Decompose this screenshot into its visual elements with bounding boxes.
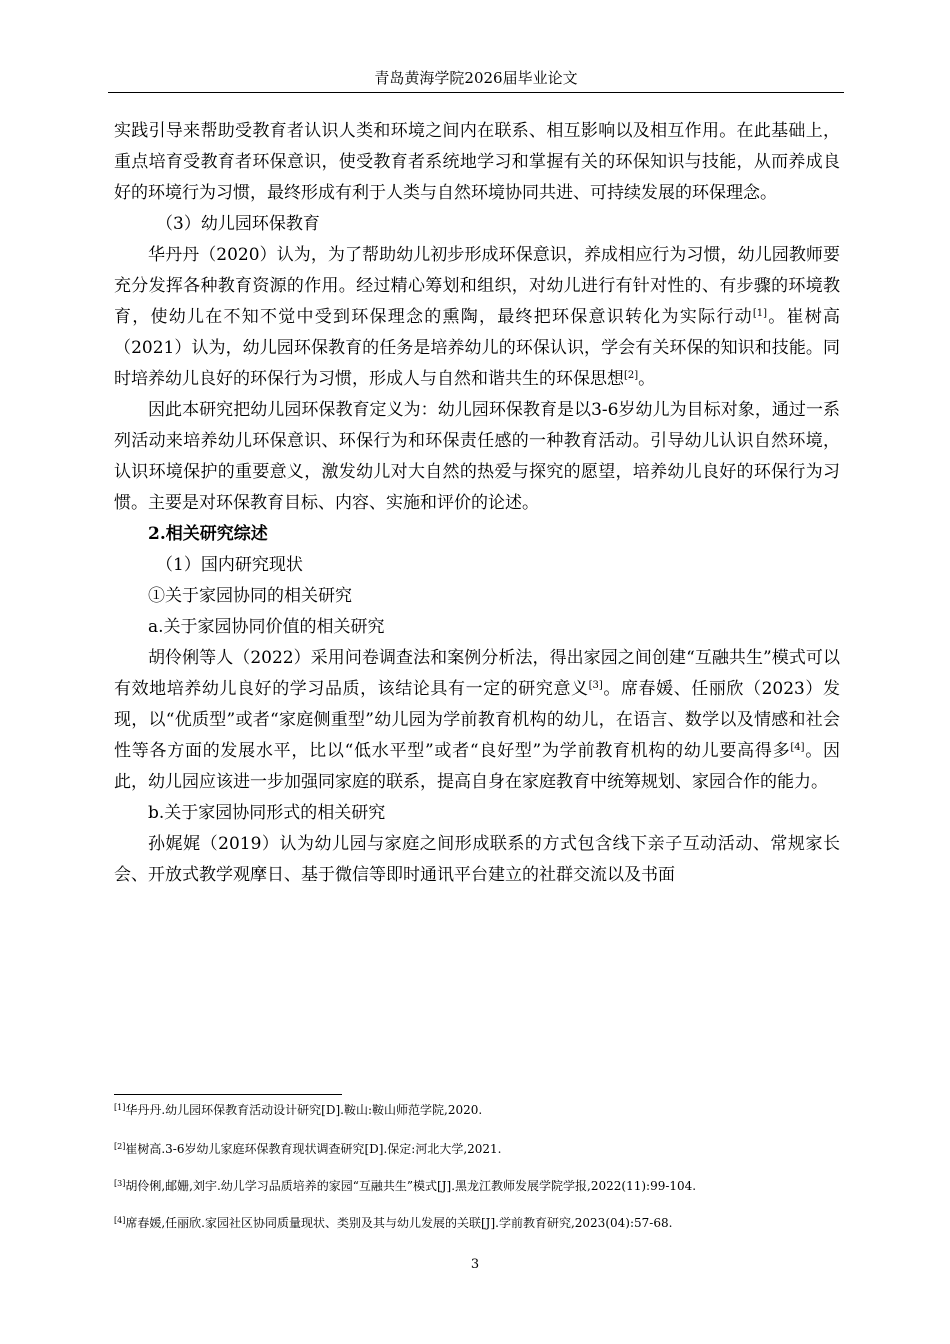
paragraph-study-definition: 因此本研究把幼儿园环保教育定义为：幼儿园环保教育是以3-6岁幼儿为目标对象，通过一系列活动来培养幼儿环保意识、环保行为和环保责任感的一种教育活动。引导幼儿认识自然环境，认识环境保护的重要意义，激发幼儿对大自然的热爱与探究的愿望，培养幼儿良好的环保行为习惯。主要是对环保教育目标、内容、实施和评价的论述。 xyxy=(114,400,840,513)
footnote xyxy=(114,1215,844,1231)
footnote-marker: [3] xyxy=(114,1179,126,1188)
paragraph-continued: 实践引导来帮助受教育者认识人类和环境之间内在联系、相互影响以及相互作用。在此基础上，重点培育受教育者环保意识，使受教育者系统地学习和掌握有关的环保知识与技能，从而养成良好的环境行为习惯，最终形成有利于人类与自然环境协同共进、可持续发展的环保理念。 xyxy=(114,121,840,203)
footnote-marker: [1] xyxy=(114,1103,126,1112)
footnote xyxy=(114,1102,844,1118)
paragraph-text: 。席春媛、任丽欣（2023）发现，以“优质型”或者“家庭侧重型”幼儿园为学前教育机构的幼儿，在语言、数学以及情感和社会性等各方面的发展水平，比以“低水平型”或者“良好型”为学前教育机构的幼儿要高得多 xyxy=(114,679,841,761)
footnote-text: 胡伶俐,邮姗,刘宇.幼儿学习品质培养的家园“互融共生”模式[J].黑龙江教师发展学院学报,2022(11):99-104. xyxy=(125,1179,697,1193)
footnote-text: 崔树高.3-6岁幼儿家庭环保教育现状调查研究[D].保定:河北大学,2021. xyxy=(125,1142,502,1156)
page-number: 3 xyxy=(470,1257,480,1272)
paragraph-definitions xyxy=(114,240,840,395)
footnote-text: 华丹丹.幼儿园环保教育活动设计研究[D].鞍山:鞍山师范学院,2020. xyxy=(125,1103,483,1117)
paragraph-collab-value xyxy=(114,643,840,798)
footnote-text: 席春媛,任丽欣.家园社区协同质量现状、类别及其与幼儿发展的关联[J].学前教育研究,2023(04):57-68. xyxy=(125,1216,673,1230)
paragraph-collab-forms: 孙娓娓（2019）认为幼儿园与家庭之间形成联系的方式包含线下亲子互动活动、常规家长会、开放式教学观摩日、基于微信等即时通讯平台建立的社群交流以及书面 xyxy=(114,834,840,885)
footnote-marker: [4] xyxy=(114,1216,126,1225)
subheading-collab-forms: b.关于家园协同形式的相关研究 xyxy=(148,803,386,823)
paragraph-text: 。崔树高（2021）认为，幼儿园环保教育的任务是培养幼儿的环保认识，学会有关环保的知识和技能。同时培养幼儿良好的环保行为习惯，形成人与自然和谐共生的环保思想 xyxy=(114,307,841,389)
footnote xyxy=(114,1178,844,1194)
subheading-kindergarten-env-education: （3）幼儿园环保教育 xyxy=(156,214,320,234)
header-rule xyxy=(108,92,844,93)
paragraph-text: 胡伶俐等人（2022）采用问卷调查法和案例分析法，得出家园之间创建“互融共生”模式可以有效地培养幼儿良好的学习品质，该结论具有一定的研究意义 xyxy=(114,648,840,699)
citation-marker: [4] xyxy=(790,742,805,753)
paragraph-text: 。因此，幼儿园应该进一步加强同家庭的联系，提高自身在家庭教育中统筹规划、家园合作的能力。 xyxy=(114,741,841,792)
footnote-separator xyxy=(114,1094,342,1095)
subheading-home-school-collab: ①关于家园协同的相关研究 xyxy=(148,586,352,606)
citation-marker: [2] xyxy=(624,370,639,381)
section-heading: 2.相关研究综述 xyxy=(148,524,268,544)
running-header: 青岛黄海学院2026届毕业论文 xyxy=(374,69,578,87)
footnote-marker: [2] xyxy=(114,1142,126,1151)
subheading-collab-value: a.关于家园协同价值的相关研究 xyxy=(148,617,385,637)
page-body xyxy=(114,116,840,891)
citation-marker: [1] xyxy=(752,308,767,319)
subheading-domestic-status: （1）国内研究现状 xyxy=(156,555,303,575)
paragraph-text: 。 xyxy=(638,369,656,389)
footnote xyxy=(114,1141,844,1157)
paragraph-text: 华丹丹（2020）认为，为了帮助幼儿初步形成环保意识，养成相应行为习惯，幼儿园教师要充分发挥各种教育资源的作用。经过精心筹划和组织，对幼儿进行有针对性的、有步骤的环境教育，使幼儿在不知不觉中受到环保理念的熏陶，最终把环保意识转化为实际行动 xyxy=(114,245,840,327)
citation-marker: [3] xyxy=(588,680,603,691)
